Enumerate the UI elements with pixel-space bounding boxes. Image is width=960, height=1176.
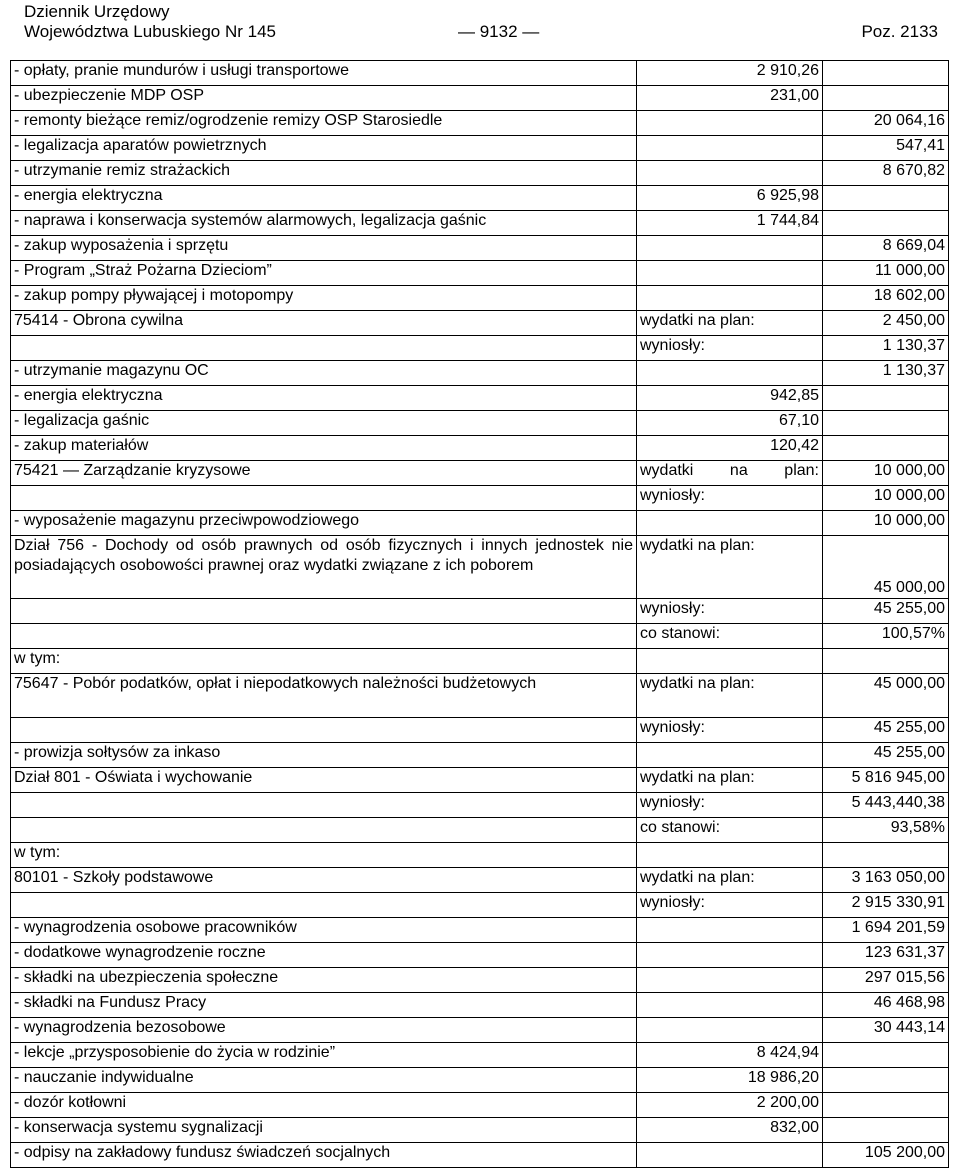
item-name-cell: - dozór kotłowni bbox=[11, 1093, 637, 1118]
amount-cell bbox=[823, 211, 949, 236]
table-row bbox=[11, 1018, 949, 1043]
amount-cell bbox=[823, 843, 949, 868]
item-name-cell bbox=[11, 624, 637, 649]
table-row bbox=[11, 1143, 949, 1168]
table-row bbox=[11, 186, 949, 211]
item-name-cell: 75414 - Obrona cywilna bbox=[11, 311, 637, 336]
table-row bbox=[11, 386, 949, 411]
amount-cell: 45 000,00 bbox=[823, 674, 949, 718]
amount-cell bbox=[823, 386, 949, 411]
item-name-cell: - wynagrodzenia bezosobowe bbox=[11, 1018, 637, 1043]
item-name-cell: 80101 - Szkoły podstawowe bbox=[11, 868, 637, 893]
sub-amount-cell: 18 986,20 bbox=[637, 1068, 823, 1093]
sub-amount-cell bbox=[637, 943, 823, 968]
item-name-cell: - odpisy na zakładowy fundusz świadczeń socjalnych bbox=[11, 1143, 637, 1168]
amount-cell bbox=[823, 1068, 949, 1093]
item-name-cell: w tym: bbox=[11, 843, 637, 868]
item-name-cell: - Program „Straż Pożarna Dzieciom” bbox=[11, 261, 637, 286]
journal-issue: Województwa Lubuskiego Nr 145 bbox=[24, 22, 276, 41]
item-name-cell: - wynagrodzenia osobowe pracowników bbox=[11, 918, 637, 943]
item-name-cell: - utrzymanie magazynu OC bbox=[11, 361, 637, 386]
item-name-cell: - legalizacja aparatów powietrznych bbox=[11, 136, 637, 161]
table-row bbox=[11, 674, 949, 718]
sub-amount-cell bbox=[637, 136, 823, 161]
sub-amount-cell bbox=[637, 111, 823, 136]
item-name-cell: - opłaty, pranie mundurów i usługi transportowe bbox=[11, 61, 637, 86]
amount-cell bbox=[823, 61, 949, 86]
amount-cell: 46 468,98 bbox=[823, 993, 949, 1018]
sub-amount-cell: 8 424,94 bbox=[637, 1043, 823, 1068]
amount-cell: 30 443,14 bbox=[823, 1018, 949, 1043]
item-name-cell bbox=[11, 718, 637, 743]
item-name-cell: - wyposażenie magazynu przeciwpowodziowego bbox=[11, 511, 637, 536]
table-row bbox=[11, 311, 949, 336]
amount-label-cell: wyniosły: bbox=[637, 486, 823, 511]
sub-amount-cell bbox=[637, 236, 823, 261]
amount-cell: 2 450,00 bbox=[823, 311, 949, 336]
amount-cell bbox=[823, 411, 949, 436]
amount-cell: 100,57% bbox=[823, 624, 949, 649]
amount-label-cell: wydatki na plan: bbox=[637, 536, 823, 599]
sub-amount-cell bbox=[637, 1143, 823, 1168]
item-name-cell: - zakup wyposażenia i sprzętu bbox=[11, 236, 637, 261]
amount-cell bbox=[823, 649, 949, 674]
amount-cell: 1 130,37 bbox=[823, 336, 949, 361]
table-row bbox=[11, 461, 949, 486]
amount-cell bbox=[823, 1043, 949, 1068]
item-name-cell bbox=[11, 818, 637, 843]
sub-amount-cell: 231,00 bbox=[637, 86, 823, 111]
table-row bbox=[11, 968, 949, 993]
amount-cell: 3 163 050,00 bbox=[823, 868, 949, 893]
table-row bbox=[11, 793, 949, 818]
item-name-cell: - zakup pompy pływającej i motopompy bbox=[11, 286, 637, 311]
table-row bbox=[11, 136, 949, 161]
table-row bbox=[11, 918, 949, 943]
page-header bbox=[24, 0, 938, 44]
sub-amount-cell: 832,00 bbox=[637, 1118, 823, 1143]
sub-amount-cell bbox=[637, 993, 823, 1018]
table-row bbox=[11, 1093, 949, 1118]
amount-label-cell: wyniosły: bbox=[637, 336, 823, 361]
sub-amount-cell: 2 910,26 bbox=[637, 61, 823, 86]
item-name-cell: - utrzymanie remiz strażackich bbox=[11, 161, 637, 186]
table-row bbox=[11, 361, 949, 386]
amount-cell: 93,58% bbox=[823, 818, 949, 843]
amount-cell: 8 670,82 bbox=[823, 161, 949, 186]
amount-cell: 45 255,00 bbox=[823, 743, 949, 768]
sub-amount-cell bbox=[637, 743, 823, 768]
sub-amount-cell bbox=[637, 1018, 823, 1043]
sub-amount-cell bbox=[637, 511, 823, 536]
item-name-cell: 75421 — Zarządzanie kryzysowe bbox=[11, 461, 637, 486]
amount-cell: 10 000,00 bbox=[823, 461, 949, 486]
table-row bbox=[11, 649, 949, 674]
table-row bbox=[11, 511, 949, 536]
sub-amount-cell bbox=[637, 286, 823, 311]
item-name-cell: - składki na ubezpieczenia społeczne bbox=[11, 968, 637, 993]
item-name-cell: Dział 756 - Dochody od osób prawnych od osób fizycznych i innych jednostek nie posiadających osobowości prawnej oraz wydatki związane z ich poborem bbox=[11, 536, 637, 599]
amount-label-cell bbox=[637, 649, 823, 674]
amount-label-cell: wyniosły: bbox=[637, 599, 823, 624]
amount-cell: 10 000,00 bbox=[823, 511, 949, 536]
table-row bbox=[11, 718, 949, 743]
sub-amount-cell: 67,10 bbox=[637, 411, 823, 436]
item-name-cell: w tym: bbox=[11, 649, 637, 674]
budget-table bbox=[10, 60, 949, 1168]
table-row bbox=[11, 993, 949, 1018]
table-row bbox=[11, 599, 949, 624]
amount-label-cell: wyniosły: bbox=[637, 793, 823, 818]
item-name-cell: 75647 - Pobór podatków, opłat i niepodatkowych należności budżetowych bbox=[11, 674, 637, 718]
table-row bbox=[11, 161, 949, 186]
table-row bbox=[11, 624, 949, 649]
item-name-cell: - konserwacja systemu sygnalizacji bbox=[11, 1118, 637, 1143]
amount-cell: 10 000,00 bbox=[823, 486, 949, 511]
table-row bbox=[11, 111, 949, 136]
table-row bbox=[11, 486, 949, 511]
amount-cell: 123 631,37 bbox=[823, 943, 949, 968]
item-name-cell bbox=[11, 486, 637, 511]
amount-cell: 2 915 330,91 bbox=[823, 893, 949, 918]
amount-cell bbox=[823, 86, 949, 111]
amount-label-cell: co stanowi: bbox=[637, 818, 823, 843]
journal-title: Dziennik Urzędowy bbox=[24, 2, 170, 21]
position-number: Poz. 2133 bbox=[861, 22, 938, 41]
sub-amount-cell bbox=[637, 968, 823, 993]
table-row bbox=[11, 1043, 949, 1068]
item-name-cell: - lekcje „przysposobienie do życia w rodzinie” bbox=[11, 1043, 637, 1068]
amount-cell: 1 130,37 bbox=[823, 361, 949, 386]
amount-label-cell bbox=[637, 843, 823, 868]
sub-amount-cell: 120,42 bbox=[637, 436, 823, 461]
item-name-cell: - naprawa i konserwacja systemów alarmowych, legalizacja gaśnic bbox=[11, 211, 637, 236]
table-row bbox=[11, 336, 949, 361]
sub-amount-cell: 2 200,00 bbox=[637, 1093, 823, 1118]
table-row bbox=[11, 943, 949, 968]
table-row bbox=[11, 743, 949, 768]
table-row bbox=[11, 286, 949, 311]
item-name-cell bbox=[11, 336, 637, 361]
page-number: — 9132 — bbox=[458, 22, 540, 41]
table-row bbox=[11, 1118, 949, 1143]
item-name-cell: - nauczanie indywidualne bbox=[11, 1068, 637, 1093]
table-row bbox=[11, 86, 949, 111]
amount-cell bbox=[823, 1093, 949, 1118]
amount-label-cell: wydatki na plan: bbox=[637, 868, 823, 893]
sub-amount-cell bbox=[637, 161, 823, 186]
table-row bbox=[11, 61, 949, 86]
amount-cell: 45 255,00 bbox=[823, 599, 949, 624]
table-row bbox=[11, 411, 949, 436]
amount-cell bbox=[823, 1118, 949, 1143]
item-name-cell: - prowizja sołtysów za inkaso bbox=[11, 743, 637, 768]
item-name-cell bbox=[11, 793, 637, 818]
item-name-cell: Dział 801 - Oświata i wychowanie bbox=[11, 768, 637, 793]
table-row bbox=[11, 893, 949, 918]
sub-amount-cell: 942,85 bbox=[637, 386, 823, 411]
amount-label-cell: co stanowi: bbox=[637, 624, 823, 649]
sub-amount-cell bbox=[637, 361, 823, 386]
item-name-cell: - legalizacja gaśnic bbox=[11, 411, 637, 436]
amount-label-cell: wydatki na plan: bbox=[637, 768, 823, 793]
item-name-cell bbox=[11, 893, 637, 918]
sub-amount-cell: 6 925,98 bbox=[637, 186, 823, 211]
table-row bbox=[11, 818, 949, 843]
amount-cell: 11 000,00 bbox=[823, 261, 949, 286]
table-row bbox=[11, 868, 949, 893]
amount-cell: 18 602,00 bbox=[823, 286, 949, 311]
item-name-cell: - remonty bieżące remiz/ogrodzenie remizy OSP Starosiedle bbox=[11, 111, 637, 136]
amount-cell: 297 015,56 bbox=[823, 968, 949, 993]
table-row bbox=[11, 436, 949, 461]
item-name-cell: - składki na Fundusz Pracy bbox=[11, 993, 637, 1018]
table-row bbox=[11, 236, 949, 261]
table-row bbox=[11, 768, 949, 793]
sub-amount-cell bbox=[637, 918, 823, 943]
sub-amount-cell: 1 744,84 bbox=[637, 211, 823, 236]
table-row bbox=[11, 1068, 949, 1093]
amount-cell: 8 669,04 bbox=[823, 236, 949, 261]
amount-label-cell: wyniosły: bbox=[637, 893, 823, 918]
amount-cell bbox=[823, 436, 949, 461]
table-row bbox=[11, 261, 949, 286]
item-name-cell: - ubezpieczenie MDP OSP bbox=[11, 86, 637, 111]
sub-amount-cell bbox=[637, 261, 823, 286]
table-row bbox=[11, 211, 949, 236]
amount-cell: 1 694 201,59 bbox=[823, 918, 949, 943]
amount-cell: 5 816 945,00 bbox=[823, 768, 949, 793]
amount-cell: 20 064,16 bbox=[823, 111, 949, 136]
amount-label-cell: wyniosły: bbox=[637, 718, 823, 743]
amount-label-cell: wydatki na plan: bbox=[637, 461, 823, 486]
item-name-cell: - zakup materiałów bbox=[11, 436, 637, 461]
item-name-cell: - dodatkowe wynagrodzenie roczne bbox=[11, 943, 637, 968]
item-name-cell: - energia elektryczna bbox=[11, 386, 637, 411]
amount-cell: 547,41 bbox=[823, 136, 949, 161]
table-row bbox=[11, 536, 949, 599]
amount-cell: 5 443,440,38 bbox=[823, 793, 949, 818]
table-row bbox=[11, 843, 949, 868]
amount-cell: 105 200,00 bbox=[823, 1143, 949, 1168]
amount-cell: 45 000,00 bbox=[823, 536, 949, 599]
item-name-cell: - energia elektryczna bbox=[11, 186, 637, 211]
amount-label-cell: wydatki na plan: bbox=[637, 311, 823, 336]
item-name-cell bbox=[11, 599, 637, 624]
amount-cell bbox=[823, 186, 949, 211]
amount-label-cell: wydatki na plan: bbox=[637, 674, 823, 718]
amount-cell: 45 255,00 bbox=[823, 718, 949, 743]
